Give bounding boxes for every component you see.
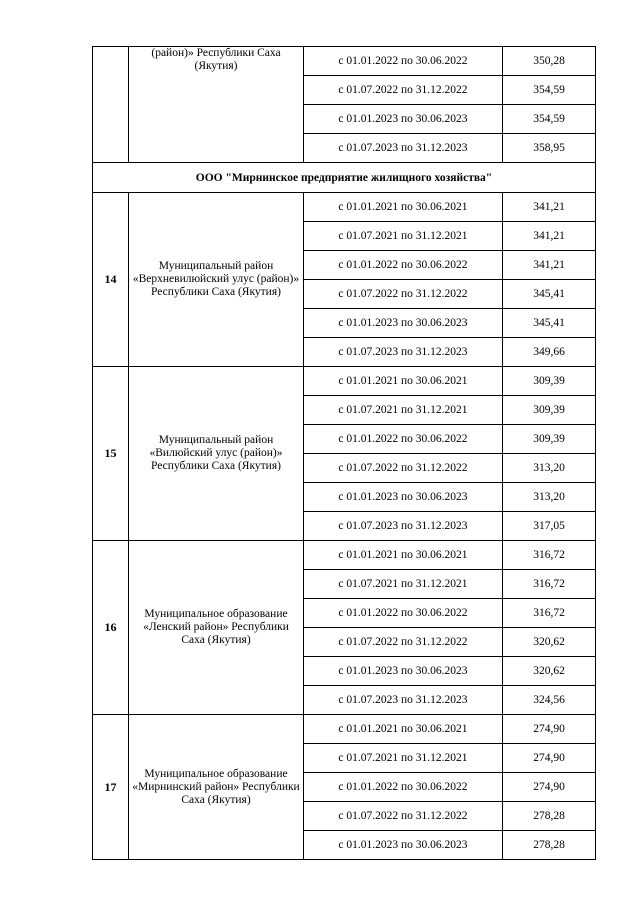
tariff-value-cell: 278,28: [503, 831, 596, 860]
period-cell: с 01.07.2023 по 31.12.2023: [304, 512, 503, 541]
period-cell: с 01.01.2022 по 30.06.2022: [304, 425, 503, 454]
tariff-value-cell: 316,72: [503, 541, 596, 570]
table-row: [93, 47, 596, 76]
period-cell: с 01.01.2022 по 30.06.2022: [304, 773, 503, 802]
period-cell: с 01.07.2021 по 31.12.2021: [304, 744, 503, 773]
tariff-value-cell: 320,62: [503, 628, 596, 657]
tariff-value-cell: 341,21: [503, 222, 596, 251]
tariff-value-cell: 350,28: [503, 47, 596, 76]
tariff-value-cell: 345,41: [503, 309, 596, 338]
municipality-cell: Муниципальное образование «Ленский район» Республики Саха (Якутия): [129, 541, 304, 715]
tariff-value-cell: 274,90: [503, 715, 596, 744]
tariff-value-cell: 274,90: [503, 744, 596, 773]
tariff-value-cell: 324,56: [503, 686, 596, 715]
row-number-cell: 15: [93, 367, 129, 541]
municipality-cell: Муниципальный район «Верхневилюйский улус (район)» Республики Саха (Якутия): [129, 193, 304, 367]
period-cell: с 01.07.2023 по 31.12.2023: [304, 134, 503, 163]
tariff-value-cell: 309,39: [503, 425, 596, 454]
table-row: [93, 367, 596, 396]
period-cell: с 01.01.2021 по 30.06.2021: [304, 715, 503, 744]
row-number-cell: [93, 47, 129, 163]
tariff-value-cell: 278,28: [503, 802, 596, 831]
period-cell: с 01.01.2023 по 30.06.2023: [304, 483, 503, 512]
row-number-cell: 17: [93, 715, 129, 860]
period-cell: с 01.07.2023 по 31.12.2023: [304, 686, 503, 715]
period-cell: с 01.01.2021 по 30.06.2021: [304, 367, 503, 396]
tariff-value-cell: 358,95: [503, 134, 596, 163]
tariff-value-cell: 316,72: [503, 599, 596, 628]
period-cell: с 01.01.2021 по 30.06.2021: [304, 193, 503, 222]
tariff-value-cell: 341,21: [503, 251, 596, 280]
row-number-cell: 14: [93, 193, 129, 367]
period-cell: с 01.07.2021 по 31.12.2021: [304, 396, 503, 425]
tariff-value-cell: 341,21: [503, 193, 596, 222]
period-cell: с 01.01.2023 по 30.06.2023: [304, 105, 503, 134]
period-cell: с 01.01.2021 по 30.06.2021: [304, 541, 503, 570]
table-row: [93, 541, 596, 570]
tariff-value-cell: 309,39: [503, 367, 596, 396]
period-cell: с 01.01.2023 по 30.06.2023: [304, 831, 503, 860]
tariff-value-cell: 354,59: [503, 105, 596, 134]
period-cell: с 01.07.2022 по 31.12.2022: [304, 802, 503, 831]
period-cell: с 01.07.2022 по 31.12.2022: [304, 76, 503, 105]
period-cell: с 01.07.2021 по 31.12.2021: [304, 570, 503, 599]
period-cell: с 01.07.2022 по 31.12.2022: [304, 280, 503, 309]
table-row: [93, 193, 596, 222]
period-cell: с 01.01.2022 по 30.06.2022: [304, 251, 503, 280]
tariff-value-cell: 313,20: [503, 454, 596, 483]
municipality-cell: (район)» Республики Саха (Якутия): [129, 47, 304, 163]
organization-name: ООО "Мирнинское предприятие жилищного хозяйства": [93, 163, 596, 193]
tariff-value-cell: 316,72: [503, 570, 596, 599]
period-cell: с 01.07.2023 по 31.12.2023: [304, 338, 503, 367]
tariff-table: [92, 46, 596, 860]
period-cell: с 01.07.2022 по 31.12.2022: [304, 454, 503, 483]
period-cell: с 01.01.2023 по 30.06.2023: [304, 657, 503, 686]
row-number-cell: 16: [93, 541, 129, 715]
tariff-value-cell: 349,66: [503, 338, 596, 367]
organization-row: [93, 163, 596, 193]
tariff-value-cell: 345,41: [503, 280, 596, 309]
tariff-value-cell: 354,59: [503, 76, 596, 105]
tariff-value-cell: 309,39: [503, 396, 596, 425]
period-cell: с 01.01.2022 по 30.06.2022: [304, 599, 503, 628]
tariff-table-body: [93, 47, 596, 860]
period-cell: с 01.07.2022 по 31.12.2022: [304, 628, 503, 657]
tariff-value-cell: 274,90: [503, 773, 596, 802]
period-cell: с 01.01.2022 по 30.06.2022: [304, 47, 503, 76]
tariff-value-cell: 313,20: [503, 483, 596, 512]
municipality-cell: Муниципальное образование «Мирнинский район» Республики Саха (Якутия): [129, 715, 304, 860]
period-cell: с 01.07.2021 по 31.12.2021: [304, 222, 503, 251]
tariff-value-cell: 320,62: [503, 657, 596, 686]
table-row: [93, 715, 596, 744]
period-cell: с 01.01.2023 по 30.06.2023: [304, 309, 503, 338]
municipality-cell: Муниципальный район «Вилюйский улус (район)» Республики Саха (Якутия): [129, 367, 304, 541]
tariff-value-cell: 317,05: [503, 512, 596, 541]
